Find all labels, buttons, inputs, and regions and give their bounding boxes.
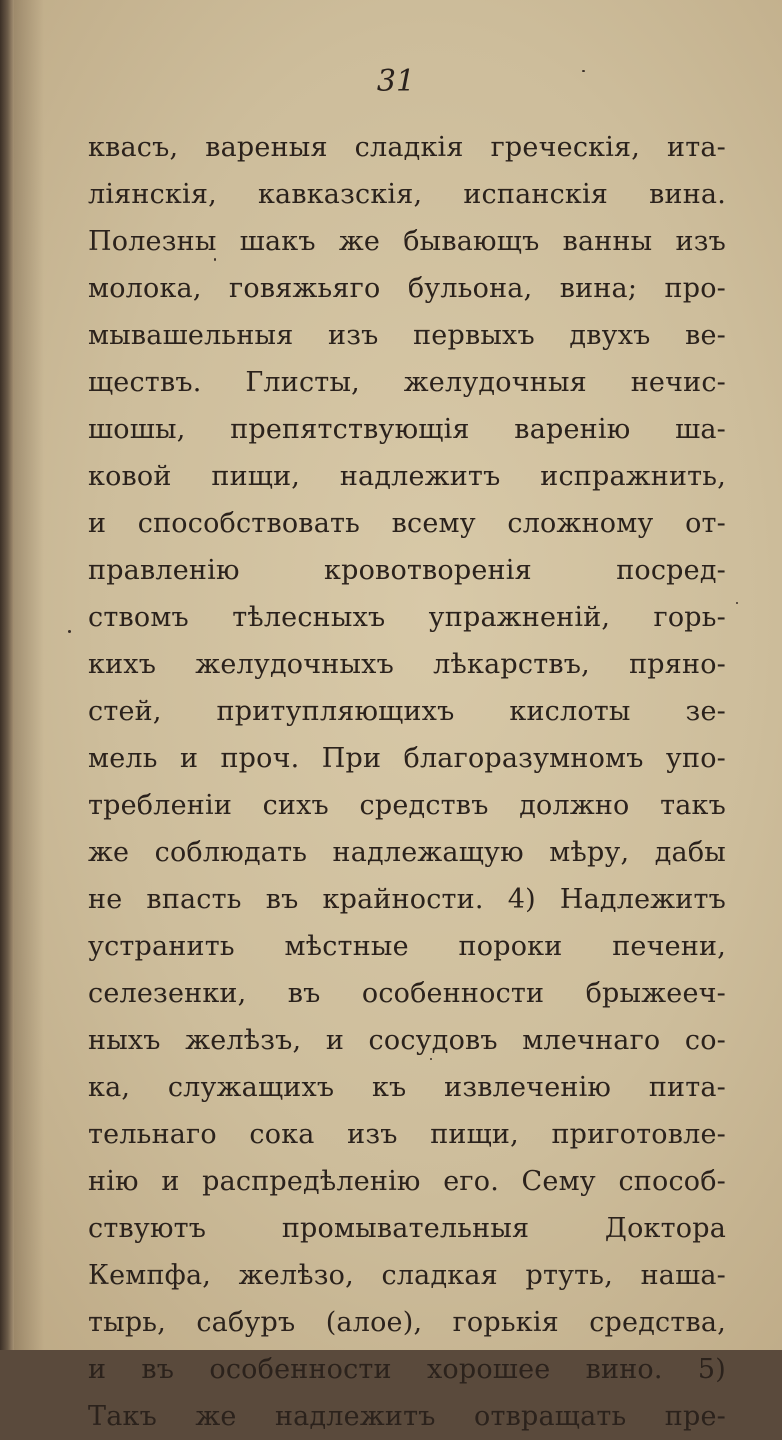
text-line: Кемпфа, желѣзо, сладкая ртуть, наша- [88, 1260, 726, 1291]
page-number: 31 [376, 64, 416, 99]
text-line: ствуютъ промывательныя Доктора [88, 1213, 726, 1244]
paper-speck [736, 602, 738, 604]
paper-speck [68, 630, 71, 633]
text-line: ществъ. Глисты, желудочныя нечис- [88, 367, 726, 398]
text-line: правленію кровотворенія посред- [88, 555, 726, 586]
text-line: Такъ же надлежитъ отвращать пре- [88, 1401, 726, 1432]
text-line: нію и распредѣленію его. Сему способ- [88, 1166, 726, 1197]
text-line: устранить мѣстные пороки печени, [88, 931, 726, 962]
text-line: кихъ желудочныхъ лѣкарствъ, пряно- [88, 649, 726, 680]
text-line: шошы, препятствующія варенію ша- [88, 414, 726, 445]
text-line: тельнаго сока изъ пищи, приготовле- [88, 1119, 726, 1150]
text-line: селезенки, въ особенности брыжееч- [88, 978, 726, 1009]
text-line: мель и проч. При благоразумномъ упо- [88, 743, 726, 774]
text-line: мывашельныя изъ первыхъ двухъ ве- [88, 320, 726, 351]
text-line: требленіи сихъ средствъ должно такъ [88, 790, 726, 821]
text-line: же соблюдать надлежащую мѣру, дабы [88, 837, 726, 868]
spine-shadow [14, 0, 44, 1350]
text-line: ковой пищи, надлежитъ испражнить, [88, 461, 726, 492]
text-line: и способствовать всему сложному от- [88, 508, 726, 539]
paper-speck [430, 1058, 432, 1060]
text-line: ка, служащихъ къ извлеченію пита- [88, 1072, 726, 1103]
text-line: ныхъ желѣзъ, и сосудовъ млечнаго со- [88, 1025, 726, 1056]
text-line: стей, притупляющихъ кислоты зе- [88, 696, 726, 727]
book-spine [0, 0, 14, 1350]
text-line: квасъ, вареныя сладкія греческія, ита- [88, 132, 726, 163]
text-line: тырь, сабуръ (алое), горькія средства, [88, 1307, 726, 1338]
body-text [88, 124, 726, 1440]
paper-speck [582, 70, 585, 72]
text-line: и въ особенности хорошее вино. 5) [88, 1354, 726, 1385]
text-line: ліянскія, кавказскія, испанскія вина. [88, 179, 726, 210]
text-line: ствомъ тѣлесныхъ упражненій, горь- [88, 602, 726, 633]
text-line: не впасть въ крайности. 4) Надлежитъ [88, 884, 726, 915]
paper-speck [214, 258, 216, 261]
text-line: Полезны шакъ же бывающъ ванны изъ [88, 226, 726, 257]
text-line: молока, говяжьяго бульона, вина; про- [88, 273, 726, 304]
